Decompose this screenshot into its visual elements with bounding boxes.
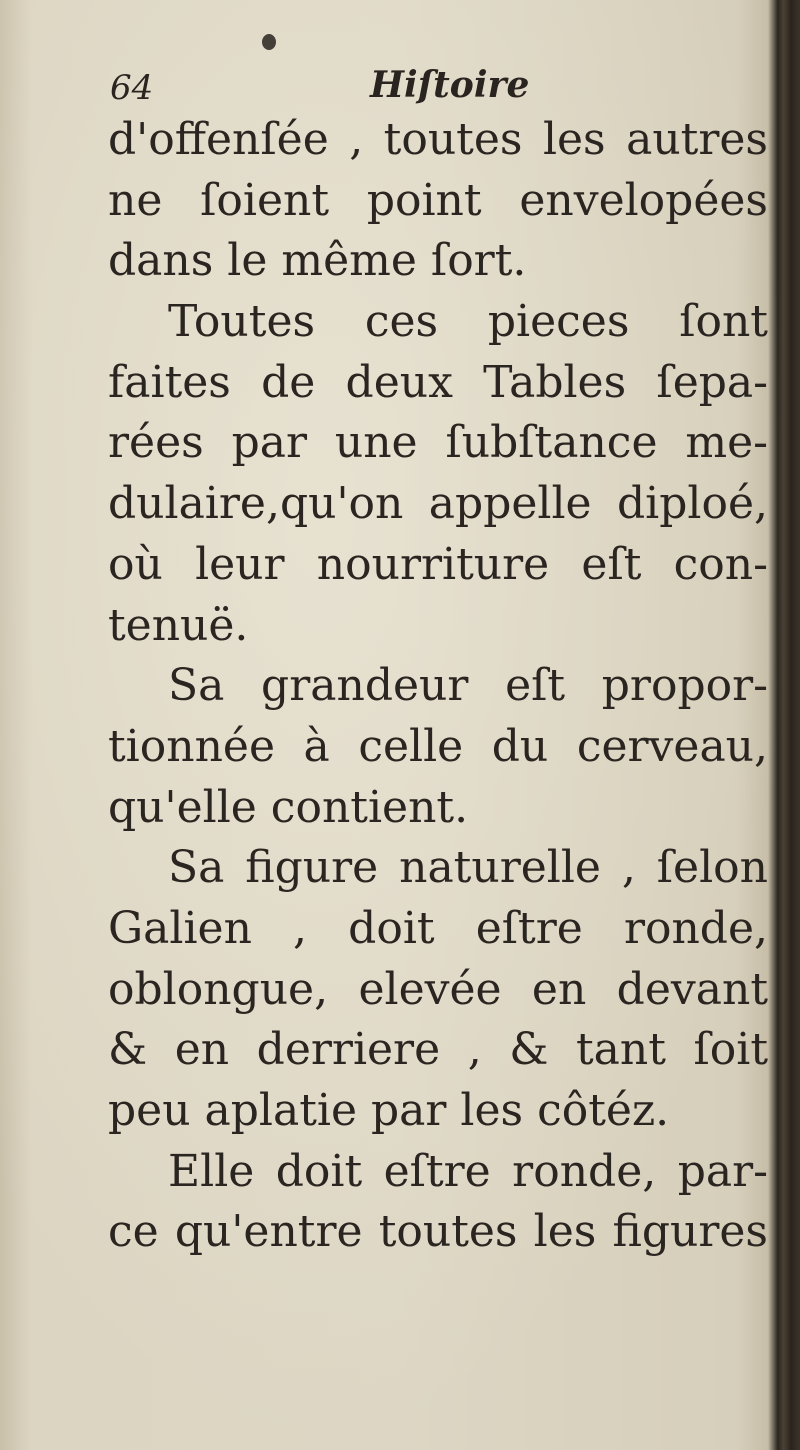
text-line: Galien , doit eſtre ronde, <box>108 902 768 954</box>
running-head: Hiſtoire <box>370 64 530 106</box>
text-line: tionnée à celle du cerveau, <box>108 720 768 772</box>
text-line: Toutes ces pieces ſont <box>168 296 768 348</box>
text-line: dulaire,qu'on appelle diploé, <box>108 478 768 530</box>
page-gutter <box>778 0 800 1450</box>
text-line: tenuë. <box>108 599 249 651</box>
ink-blot <box>262 34 276 50</box>
text-line: dans le même ſort. <box>108 235 527 287</box>
text-line: où leur nourriture eſt con- <box>108 538 768 590</box>
text-line: ce qu'entre toutes les figures <box>108 1206 768 1258</box>
text-line: rées par une ſubſtance me- <box>108 417 768 469</box>
text-line: & en derriere , & tant ſoit <box>108 1024 768 1076</box>
text-line: oblongue, elevée en devant <box>108 963 768 1015</box>
body-text <box>108 110 768 1263</box>
text-line: peu aplatie par les côtéz. <box>108 1085 670 1136</box>
page-number: 64 <box>110 68 154 108</box>
text-line: d'offenſée , toutes les autres <box>108 114 768 165</box>
text-line: ne ſoient point envelopées <box>108 174 768 226</box>
text-line: Elle doit eſtre ronde, par- <box>168 1145 768 1197</box>
text-line: faites de deux Tables ſepa- <box>108 356 768 408</box>
page-header <box>110 60 670 110</box>
text-line: Sa grandeur eſt propor- <box>168 660 768 712</box>
text-line: Sa figure naturelle , ſelon <box>168 842 768 894</box>
text-line: qu'elle contient. <box>108 781 469 833</box>
